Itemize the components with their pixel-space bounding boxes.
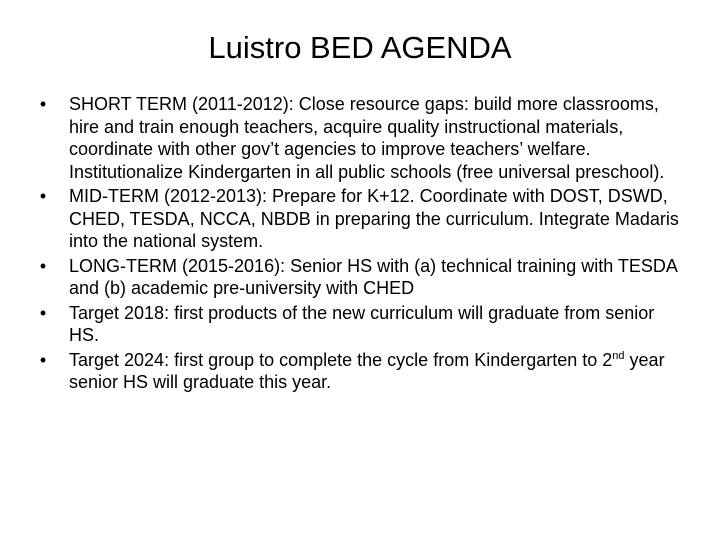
bullet-dot-icon: • — [39, 255, 47, 276]
bullet-dot-icon: • — [39, 349, 47, 370]
bullet-text: SHORT TERM (2011-2012): Close resource gaps: build more classrooms, hire and train enough teachers, acquire quality instructional materials, coordinate with other gov’t agencies to improve teachers’ welfare. Institutionalize Kindergarten in all public schools (free universal preschool). — [69, 94, 665, 182]
slide-title: Luistro BED AGENDA — [208, 30, 512, 65]
bullet-dot-icon: • — [39, 94, 47, 114]
bullet-list — [36, 93, 686, 396]
ordinal-superscript: nd — [612, 349, 625, 362]
bullet-text: MID-TERM (2012-2013): Prepare for K+12. Coordinate with DOST, DSWD, CHED, TESDA, NCCA, NBDB in preparing the curriculum. Integrate Madaris into the national system. — [69, 186, 679, 251]
bullet-item-long-term — [36, 255, 686, 300]
bullet-item-mid-term — [36, 185, 686, 253]
bullet-item-short-term — [36, 93, 686, 183]
bullet-text: LONG-TERM (2015-2016): Senior HS with (a) technical training with TESDA and (b) academic pre-university with CHED — [69, 255, 677, 298]
bullet-item-target-2024 — [36, 349, 686, 394]
bullet-text-part: year senior HS will graduate this year. — [69, 349, 665, 392]
bullet-text: Target 2018: first products of the new curriculum will graduate from senior HS. — [69, 302, 655, 345]
bullet-text-part: Target 2024: first group to complete the cycle from Kindergarten to 2 — [69, 349, 613, 370]
bullet-dot-icon: • — [39, 302, 47, 323]
bullet-dot-icon: • — [39, 186, 47, 206]
bullet-item-target-2018 — [36, 302, 686, 347]
bullet-text — [69, 350, 665, 393]
